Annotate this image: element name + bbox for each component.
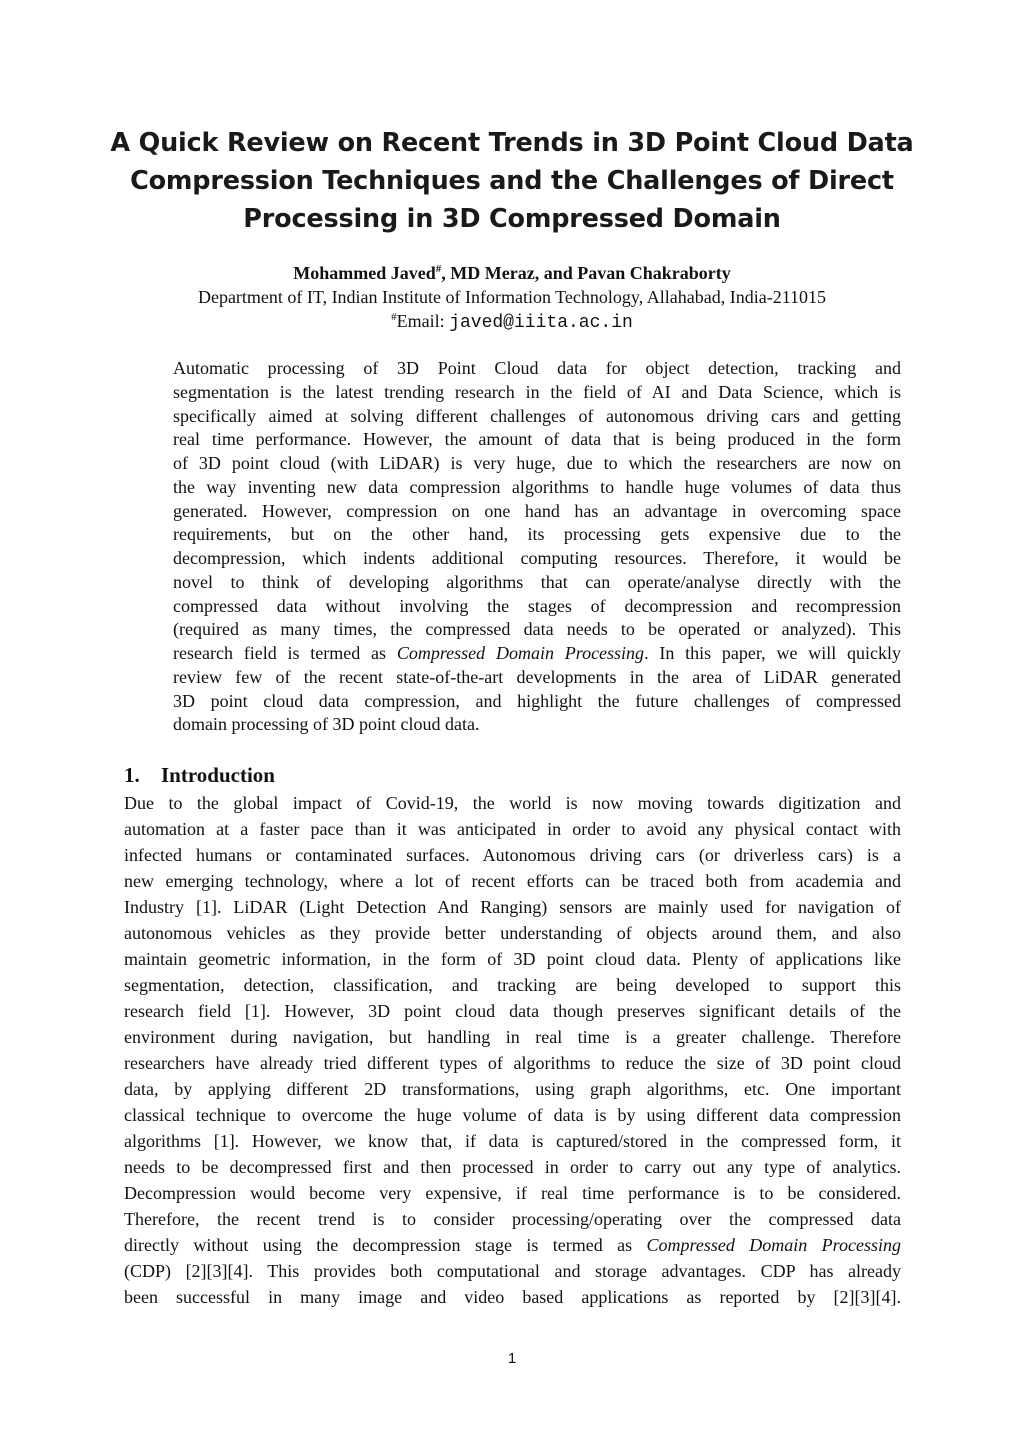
abstract-line: real time performance. However, the amount of data that is being produced in the form xyxy=(173,429,901,450)
section-title: Introduction xyxy=(161,763,275,787)
coauthor-names: , MD Meraz, and Pavan Chakraborty xyxy=(441,263,731,283)
corresponding-mark: # xyxy=(435,263,442,275)
abstract-line: (required as many times, the compressed data needs to be operated or analyzed). This xyxy=(173,619,901,640)
abstract-text: . In this paper, we will quickly xyxy=(644,643,901,663)
abstract-line: specifically aimed at solving different challenges of autonomous driving cars and getting xyxy=(173,405,901,426)
section-heading xyxy=(124,763,275,787)
body-line: automation at a faster pace than it was anticipated in order to avoid any physical contact with xyxy=(124,819,901,839)
abstract-line: novel to think of developing algorithms that can operate/analyse directly with the xyxy=(173,571,901,592)
body-line: been successful in many image and video based applications as reported by [2][3][4]. xyxy=(124,1287,901,1307)
abstract-line: requirements, but on the other hand, its processing gets expensive due to the xyxy=(173,524,901,545)
body-line xyxy=(124,1232,901,1258)
abstract-line: domain processing of 3D point cloud data. xyxy=(173,714,480,735)
body-line: research field [1]. However, 3D point cloud data though preserves significant details of the xyxy=(124,1001,901,1021)
title-line: A Quick Review on Recent Trends in 3D Point Cloud Data xyxy=(110,128,914,158)
abstract xyxy=(173,357,901,737)
body-text: directly without using the decompression stage is termed as xyxy=(124,1235,647,1255)
body-line: infected humans or contaminated surfaces. Autonomous driving cars (or driverless cars) is a xyxy=(124,845,901,865)
title-line: Compression Techniques and the Challenges of Direct xyxy=(130,166,894,196)
body-emphasis: Compressed Domain Processing xyxy=(646,1235,902,1255)
body-line: needs to be decompressed first and then processed in order to carry out any type of analytics. xyxy=(124,1157,901,1177)
section-number: 1. xyxy=(124,763,140,787)
abstract-line: 3D point cloud data compression, and highlight the future challenges of compressed xyxy=(173,690,901,711)
page-number: 1 xyxy=(507,1350,517,1367)
body-line: data, by applying different 2D transformations, using graph algorithms, etc. One important xyxy=(124,1079,901,1099)
abstract-line xyxy=(173,642,901,666)
body-line: new emerging technology, where a lot of recent efforts can be traced both from academia and xyxy=(124,871,901,891)
body-line: (CDP) [2][3][4]. This provides both computational and storage advantages. CDP has already xyxy=(124,1261,901,1281)
intro-paragraph xyxy=(124,790,901,1310)
abstract-text: research field is termed as xyxy=(173,643,397,663)
paper-title xyxy=(100,124,924,238)
body-line: maintain geometric information, in the form of 3D point cloud data. Plenty of applications like xyxy=(124,949,901,969)
email-line xyxy=(100,310,924,334)
body-line: environment during navigation, but handling in real time is a greater challenge. Therefore xyxy=(124,1027,901,1047)
body-line: Industry [1]. LiDAR (Light Detection And Ranging) sensors are mainly used for navigation of xyxy=(124,897,901,917)
body-line: Decompression would become very expensive, if real time performance is to be considered. xyxy=(124,1183,901,1203)
affiliation: Department of IT, Indian Institute of Information Technology, Allahabad, India-211015 xyxy=(197,287,827,307)
body-line: classical technique to overcome the huge volume of data is by using different data compression xyxy=(124,1105,901,1125)
author-name: Mohammed Javed xyxy=(293,263,436,283)
abstract-emphasis: Compressed Domain Processing xyxy=(396,643,645,663)
body-line: segmentation, detection, classification, and tracking are being developed to support this xyxy=(124,975,901,995)
email-address[interactable]: javed@iiita.ac.in xyxy=(449,313,633,333)
abstract-line: review few of the recent state-of-the-art developments in the area of LiDAR generated xyxy=(173,666,901,687)
body-line: autonomous vehicles as they provide better understanding of objects around them, and also xyxy=(124,923,901,943)
body-line: Therefore, the recent trend is to consider processing/operating over the compressed data xyxy=(124,1209,901,1229)
body-line: Due to the global impact of Covid-19, the world is now moving towards digitization and xyxy=(124,793,901,813)
abstract-line: Automatic processing of 3D Point Cloud data for object detection, tracking and xyxy=(173,358,901,378)
abstract-line: decompression, which indents additional computing resources. Therefore, it would be xyxy=(173,548,901,568)
title-line: Processing in 3D Compressed Domain xyxy=(243,204,781,234)
email-label: Email: xyxy=(396,311,450,331)
author-list xyxy=(100,262,924,284)
abstract-line: compressed data without involving the stages of decompression and recompression xyxy=(173,595,901,616)
body-line: algorithms [1]. However, we know that, if data is captured/stored in the compressed form, it xyxy=(124,1131,901,1151)
abstract-line: the way inventing new data compression algorithms to handle huge volumes of data thus xyxy=(173,476,901,497)
abstract-line: generated. However, compression on one hand has an advantage in overcoming space xyxy=(173,500,901,521)
abstract-line: segmentation is the latest trending research in the field of AI and Data Science, which is xyxy=(173,381,901,402)
body-line: researchers have already tried different types of algorithms to reduce the size of 3D point cloud xyxy=(124,1053,901,1073)
email-mark: # xyxy=(391,311,397,323)
abstract-line: of 3D point cloud (with LiDAR) is very huge, due to which the researchers are now on xyxy=(173,453,901,473)
